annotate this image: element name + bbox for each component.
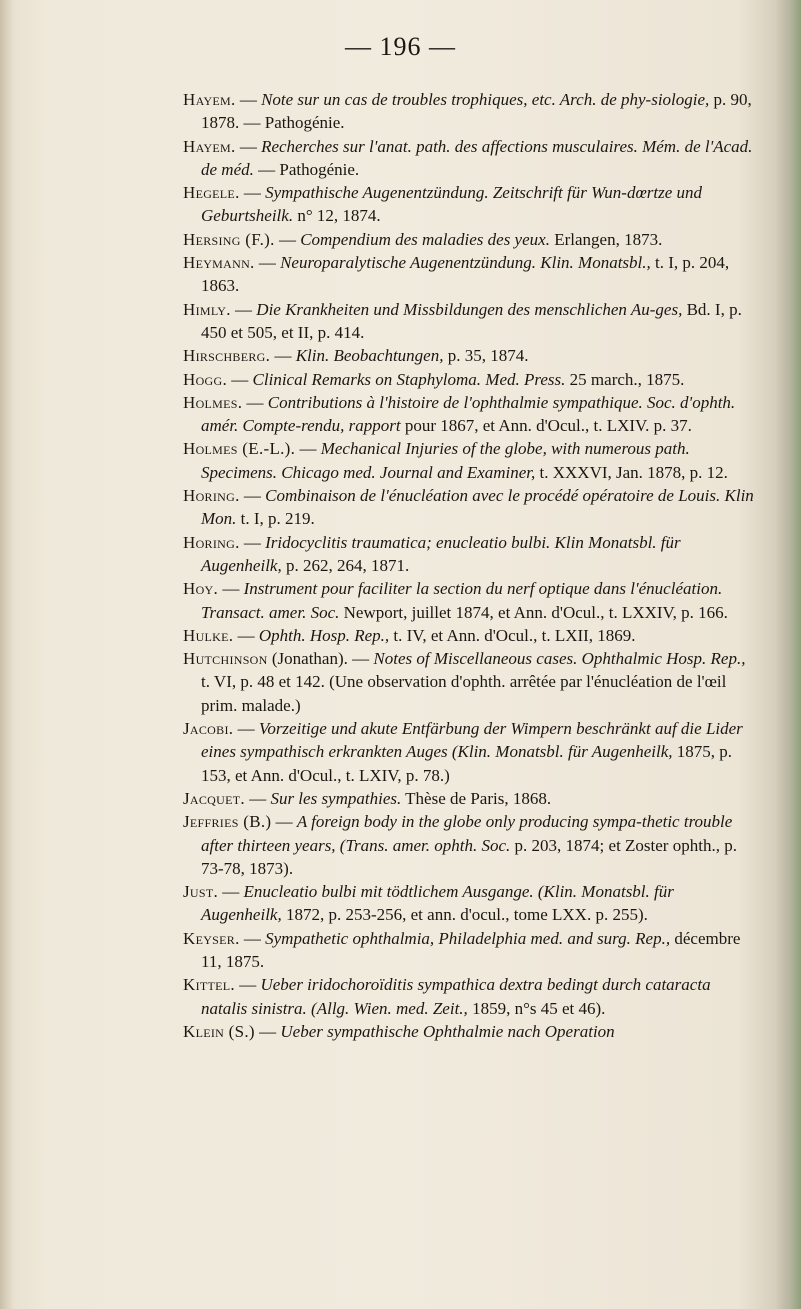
- entry-author: Hersing (F.).: [183, 229, 275, 249]
- entry-separator: —: [218, 882, 244, 902]
- bibliography-entry: [183, 135, 758, 182]
- entry-title: Klin. Beobachtungen,: [295, 346, 444, 366]
- entry-author: Hirschberg.: [183, 346, 271, 366]
- entry-title: Notes of Miscellaneous cases. Ophthalmic Hosp. Rep.,: [373, 649, 746, 669]
- entry-details: Newport, juillet 1874, et Ann. d'Ocul., t. LXXIV, p. 166.: [339, 602, 728, 622]
- entry-separator: —: [271, 812, 297, 832]
- bibliography-entry: [183, 787, 758, 810]
- page-number: — 196 —: [345, 32, 456, 61]
- entry-title: Iridocyclitis traumatica; enucleatio bulbi. Klin Monatsbl. für Augenheilk,: [201, 532, 681, 575]
- bibliography-entry: [183, 228, 758, 251]
- entry-separator: —: [242, 392, 268, 412]
- bibliography-entry: [183, 437, 758, 484]
- entry-details: 25 march., 1875.: [565, 369, 685, 389]
- bibliography-entry: [183, 484, 758, 531]
- entry-author: Hutchinson: [183, 649, 268, 669]
- entry-author: Jeffries (B.): [183, 812, 272, 832]
- entry-details: décembre 11, 1875.: [201, 928, 741, 971]
- entry-author: Hayem.: [183, 136, 236, 156]
- entry-separator: —: [218, 579, 244, 599]
- bibliography-entry: [183, 298, 758, 345]
- bibliography-entry: [183, 717, 758, 787]
- entry-author: Holmes.: [183, 392, 243, 412]
- bibliography-entry: [183, 251, 758, 298]
- entry-details: 1859, n°s 45 et 46).: [467, 998, 606, 1018]
- entry-title: Ophth. Hosp. Rep.,: [258, 625, 390, 645]
- entry-author: Kittel.: [183, 975, 235, 995]
- entry-title: Vorzeitige und akute Entfärbung der Wimpern beschränkt auf die Lider eines sympathisch erkrankten Auges (Klin. Monatsbl. für Augenheilk,: [201, 719, 743, 762]
- entry-details: 1875, p. 153, et Ann. d'Ocul., t. LXIV, p. 78.): [201, 742, 733, 785]
- entry-separator: —: [235, 90, 262, 109]
- bibliography-entry: [183, 181, 758, 228]
- entry-title: Instrument pour faciliter la section du nerf optique dans l'énucléation. Transact. amer. Soc.: [201, 579, 723, 622]
- entry-separator: —: [239, 183, 266, 203]
- entry-title: Compendium des maladies des yeux.: [300, 229, 550, 249]
- entry-title: Neuroparalytische Augenentzündung. Klin. Monatsbl.,: [280, 253, 651, 273]
- entry-title: A foreign body in the globe only producing sympa-thetic trouble after thirteen years, (Trans. amer. ophth. Soc.: [201, 812, 733, 855]
- entry-separator: —: [230, 299, 257, 319]
- entry-title: Enucleatio bulbi mit tödtlichem Ausgange. (Klin. Monatsbl. für Augenheilk,: [201, 882, 674, 925]
- entry-details: n° 12, 1874.: [293, 206, 381, 226]
- entry-details: t. I, p. 219.: [236, 509, 315, 529]
- bibliography-entry: [183, 1020, 758, 1043]
- page-binding-shadow: [0, 0, 14, 1309]
- bibliography-entry: [183, 344, 758, 367]
- bibliography-entry: [183, 647, 758, 717]
- entry-details: t. I, p. 204, 1863.: [201, 253, 730, 296]
- entry-separator: —: [227, 369, 253, 389]
- entry-author: Jacobi.: [183, 719, 234, 739]
- entry-separator: (Jonathan). —: [267, 649, 374, 669]
- bibliography-entry: [183, 531, 758, 578]
- entry-details: — Pathogénie.: [253, 159, 360, 179]
- entry-author: Hegele.: [183, 183, 240, 203]
- bibliography-list: [183, 88, 758, 1043]
- entry-title: Clinical Remarks on Staphyloma. Med. Press.: [252, 369, 566, 389]
- bibliography-entry: [183, 391, 758, 438]
- entry-author: Keyser.: [183, 928, 240, 948]
- entry-title: Contributions à l'histoire de l'ophthalmie sympathique. Soc. d'ophth. amér. Compte-rendu, rapport: [201, 392, 736, 436]
- bibliography-entry: [183, 624, 758, 647]
- entry-title: Sympathetic ophthalmia, Philadelphia med. and surg. Rep.,: [265, 928, 671, 948]
- entry-title: Mechanical Injuries of the globe, with numerous path. Specimens. Chicago med. Journal and Examiner,: [201, 439, 690, 482]
- entry-separator: —: [235, 136, 262, 156]
- entry-title: Combinaison de l'énucléation avec le procédé opératoire de Louis. Klin Mon.: [201, 486, 754, 529]
- entry-separator: —: [274, 229, 301, 249]
- entry-details: Erlangen, 1873.: [549, 229, 663, 249]
- entry-author: Hogg.: [183, 369, 228, 389]
- entry-details: 1872, p. 253-256, et ann. d'ocul., tome LXX. p. 255).: [281, 905, 648, 925]
- entry-title: Note sur un cas de troubles trophiques, etc. Arch. de phy-siologie,: [261, 90, 710, 109]
- entry-separator: —: [270, 346, 296, 366]
- entry-details: Bd. I, p. 450 et 505, et II, p. 414.: [201, 299, 742, 342]
- entry-author: Himly.: [183, 299, 231, 319]
- entry-separator: —: [239, 928, 266, 948]
- bibliography-entry: [183, 810, 758, 880]
- bibliography-entry: [183, 927, 758, 974]
- entry-details: p. 203, 1874; et Zoster ophth., p. 73-78, 1873).: [201, 835, 737, 878]
- entry-author: Klein (S.): [183, 1021, 255, 1041]
- entry-separator: —: [234, 975, 261, 995]
- bibliography-entry: [183, 973, 758, 1020]
- entry-title: Recherches sur l'anat. path. des affections musculaires. Mém. de l'Acad. de méd.: [201, 136, 753, 179]
- entry-title: Sympathische Augenentzündung. Zeitschrift für Wun-dœrtze und Geburtsheilk.: [201, 183, 703, 226]
- entry-separator: —: [239, 486, 266, 506]
- entry-details: Thèse de Paris, 1868.: [401, 788, 552, 808]
- entry-title: Ueber iridochoroïditis sympathica dextra bedingt durch cataracta natalis sinistra. (Allg. Wien. med. Zeit.,: [201, 975, 711, 1018]
- entry-title: Ueber sympathische Ophthalmie nach Operation: [280, 1021, 615, 1041]
- entry-separator: —: [254, 1021, 281, 1041]
- entry-author: Horing.: [183, 486, 240, 506]
- entry-separator: —: [233, 719, 259, 739]
- entry-author: Just.: [183, 882, 219, 902]
- entry-author: Hayem.: [183, 90, 236, 109]
- entry-author: Horing.: [183, 532, 240, 552]
- entry-separator: —: [233, 625, 259, 645]
- entry-details: t. IV, et Ann. d'Ocul., t. LXII, 1869.: [389, 625, 636, 645]
- entry-details: p. 90, 1878. — Pathogénie.: [201, 90, 752, 133]
- entry-details: t. XXXVI, Jan. 1878, p. 12.: [535, 462, 728, 482]
- entry-author: Jacquet.: [183, 788, 245, 808]
- bibliography-entry: [183, 880, 758, 927]
- page-edge-shadow: [775, 0, 801, 1309]
- entry-title: Die Krankheiten und Missbildungen des menschlichen Au-ges,: [256, 299, 683, 319]
- entry-author: Holmes (E.-L.).: [183, 439, 296, 459]
- entry-author: Hoy.: [183, 579, 219, 599]
- entry-details: p. 262, 264, 1871.: [281, 555, 410, 575]
- entry-separator: —: [239, 532, 266, 552]
- bibliography-entry: [183, 368, 758, 391]
- bibliography-entry: [183, 577, 758, 624]
- bibliography-entry: [183, 88, 758, 135]
- entry-separator: —: [244, 788, 271, 808]
- entry-separator: —: [254, 253, 281, 273]
- entry-author: Heymann.: [183, 253, 255, 273]
- entry-details: p. 35, 1874.: [443, 346, 529, 366]
- entry-author: Hulke.: [183, 625, 234, 645]
- entry-details: t. VI, p. 48 et 142. (Une observation d'ophth. arrêtée par l'énucléation de l'œil prim. malade.): [201, 672, 727, 715]
- entry-title: Sur les sympathies.: [270, 788, 402, 808]
- entry-details: pour 1867, et Ann. d'Ocul., t. LXIV. p. 37.: [400, 416, 692, 436]
- entry-separator: —: [295, 439, 321, 459]
